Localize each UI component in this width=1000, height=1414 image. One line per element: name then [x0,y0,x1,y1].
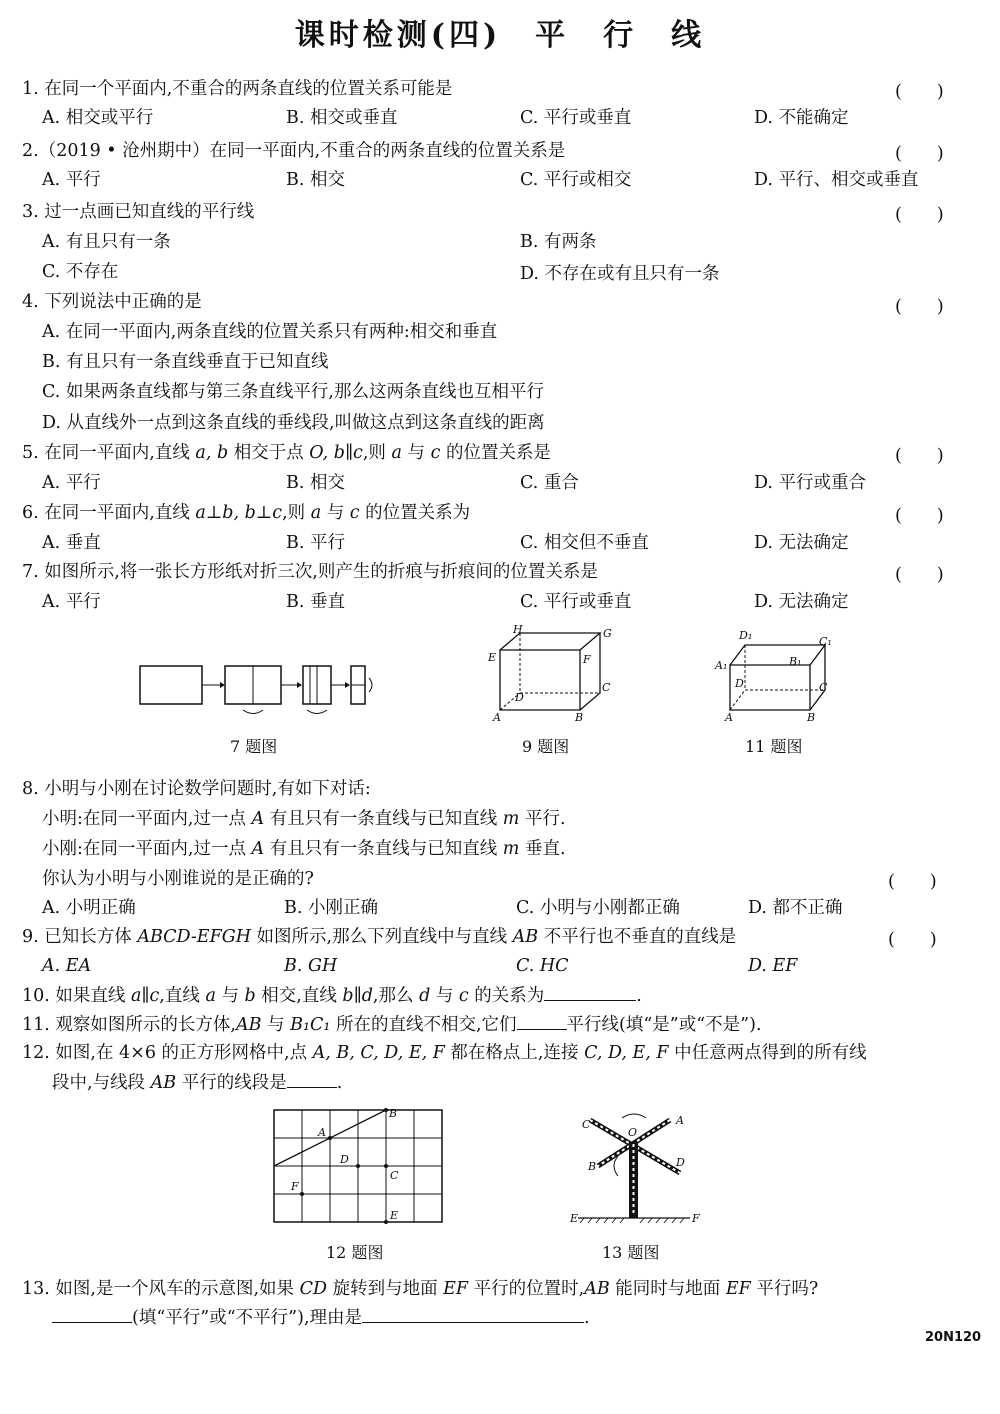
q8-dialogue-xiaogang: 小刚:在同一平面内,过一点 A 有且只有一条直线与已知直线 m 垂直. [42,839,566,859]
q13-answer-line: (填“平行”或“不平行”),理由是 . [52,1306,590,1329]
q4-option-a: A. 在同一平面内,两条直线的位置关系只有两种:相交和垂直 [42,322,498,342]
q4-answer-paren[interactable]: ( ) [895,297,944,317]
q1-option-b: B. 相交或垂直 [286,108,398,128]
fig12-label-a: A [318,1126,326,1139]
q12-stem-line2: 段中,与线段 AB 平行的线段是 . [52,1073,343,1093]
q3-option-c: C. 不存在 [42,262,119,282]
fig9-label-d: D [515,691,524,704]
fig9-label-h: H [513,623,523,636]
figure-11-cuboid [715,625,845,725]
figure-9-cuboid [485,625,615,725]
fig12-label-b: B [389,1107,398,1120]
q5-option-a: A. 平行 [42,473,101,493]
q3-answer-paren[interactable]: ( ) [895,205,944,225]
q11-stem: 11. 观察如图所示的长方体,AB 与 B₁C₁ 所在的直线不相交,它们 平行线(填“是”或“不是”). [22,1015,762,1035]
q4-stem: 4. 下列说法中正确的是 [22,292,202,312]
q4-option-d: D. 从直线外一点到这条直线的垂线段,叫做这点到这条直线的距离 [42,413,545,433]
q7-option-d: D. 无法确定 [754,592,849,612]
q5-option-d: D. 平行或重合 [754,473,867,493]
q8-option-b: B. 小刚正确 [284,898,378,918]
fig11-label-a: A [725,711,733,724]
page-title: 课时检测(四) 平 行 线 [294,18,706,53]
q7-option-c: C. 平行或垂直 [520,592,632,612]
fig11-label-d: D [735,677,744,690]
figure-12-grid [272,1108,452,1228]
q13-answer-blank[interactable] [52,1306,132,1323]
q8-option-d: D. 都不正确 [748,898,843,918]
q4-option-c: C. 如果两条直线都与第三条直线平行,那么这两条直线也互相平行 [42,382,544,402]
q3-option-d: D. 不存在或有且只有一条 [520,264,720,284]
fig12-label-f: F [291,1180,299,1193]
fig11-label-c: C [819,681,828,694]
q11-answer-blank[interactable] [517,1013,567,1030]
q5-option-c: C. 重合 [520,473,579,493]
q8-stem: 8. 小明与小刚在讨论数学问题时,有如下对话: [22,779,371,799]
q7-option-b: B. 垂直 [286,592,345,612]
q1-answer-paren[interactable]: ( ) [895,82,944,102]
q10-answer-blank[interactable] [544,984,636,1001]
fig13-label-a: A [676,1114,684,1127]
fig9-label-f: F [583,653,591,666]
q7-option-a: A. 平行 [42,592,101,612]
q6-stem: 6. 在同一平面内,直线 a⊥b, b⊥c,则 a 与 c 的位置关系为 [22,503,471,523]
q1-option-a: A. 相交或平行 [42,108,154,128]
q12-answer-blank[interactable] [287,1071,337,1088]
q2-option-c: C. 平行或相交 [520,170,632,190]
fig11-label-b: B [807,711,816,724]
figure-9-caption: 9 题图 [522,737,570,756]
fig9-label-e: E [488,651,497,664]
q9-stem: 9. 已知长方体 ABCD-EFGH 如图所示,那么下列直线中与直线 AB 不平行也不垂直的直线是 [22,927,737,947]
q4-option-b: B. 有且只有一条直线垂直于已知直线 [42,352,329,372]
q3-option-b: B. 有两条 [520,232,597,252]
q1-option-c: C. 平行或垂直 [520,108,632,128]
figure-12-caption: 12 题图 [326,1243,384,1262]
q9-answer-paren[interactable]: ( ) [888,930,937,950]
fig9-label-c: C [602,681,611,694]
fig13-label-f: F [692,1212,700,1225]
q12-stem-line1: 12. 如图,在 4×6 的正方形网格中,点 A, B, C, D, E, F 都在格点上,连接 C, D, E, F 中任意两点得到的所有线 [22,1043,867,1063]
fig9-label-g: G [603,627,612,640]
q8-question: 你认为小明与小刚谁说的是正确的? [42,869,314,889]
q7-stem: 7. 如图所示,将一张长方形纸对折三次,则产生的折痕与折痕间的位置关系是 [22,562,598,582]
q8-option-a: A. 小明正确 [42,898,136,918]
figure-13-windmill [570,1108,710,1228]
q6-option-b: B. 平行 [286,533,345,553]
q1-option-d: D. 不能确定 [754,108,849,128]
fig12-label-e: E [390,1209,399,1222]
q5-answer-paren[interactable]: ( ) [895,446,944,466]
q8-dialogue-xiaoming: 小明:在同一平面内,过一点 A 有且只有一条直线与已知直线 m 平行. [42,809,566,829]
q2-stem: 2.（2019 • 沧州期中）在同一平面内,不重合的两条直线的位置关系是 [22,141,566,161]
q6-answer-paren[interactable]: ( ) [895,506,944,526]
q1-stem: 1. 在同一个平面内,不重合的两条直线的位置关系可能是 [22,79,453,99]
fig12-label-c: C [390,1169,399,1182]
q13-stem: 13. 如图,是一个风车的示意图,如果 CD 旋转到与地面 EF 平行的位置时,AB 能同时与地面 EF 平行吗? [22,1279,819,1299]
q2-option-b: B. 相交 [286,170,345,190]
fig13-label-o: O [628,1126,638,1139]
q3-stem: 3. 过一点画已知直线的平行线 [22,202,255,222]
q6-option-d: D. 无法确定 [754,533,849,553]
figure-13-caption: 13 题图 [602,1243,660,1262]
fig11-label-a1: A₁ [715,659,728,672]
fig13-label-e: E [570,1212,579,1225]
q8-option-c: C. 小明与小刚都正确 [516,898,680,918]
fig9-label-b: B [575,711,584,724]
q2-answer-paren[interactable]: ( ) [895,144,944,164]
figure-11-caption: 11 题图 [745,737,803,756]
q10-stem: 10. 如果直线 a∥c,直线 a 与 b 相交,直线 b∥d,那么 d 与 c 的关系为 . [22,986,642,1006]
q5-stem: 5. 在同一平面内,直线 a, b 相交于点 O, b∥c,则 a 与 c 的位置关系是 [22,443,551,463]
q5-option-b: B. 相交 [286,473,345,493]
q9-option-b: B. GH [284,956,338,976]
q7-answer-paren[interactable]: ( ) [895,565,944,585]
fig11-label-c1: C₁ [819,635,832,648]
q13-reason-blank[interactable] [362,1306,584,1323]
fig13-label-d: D [676,1156,685,1169]
fig13-label-b: B [588,1160,597,1173]
figure-7-paper-folding [135,660,395,720]
q6-option-a: A. 垂直 [42,533,101,553]
figure-7-caption: 7 题图 [230,737,278,756]
fig12-label-d: D [340,1153,349,1166]
q6-option-c: C. 相交但不垂直 [520,533,649,553]
q9-option-c: C. HC [516,956,569,976]
q9-option-d: D. EF [748,956,798,976]
q2-option-a: A. 平行 [42,170,101,190]
fig13-label-c: C [582,1118,591,1131]
footer-code: 20N120 [925,1330,982,1345]
q8-answer-paren[interactable]: ( ) [888,872,937,892]
fig9-label-a: A [493,711,501,724]
q2-option-d: D. 平行、相交或垂直 [754,170,919,190]
fig11-label-d1: D₁ [739,629,753,642]
q9-option-a: A. EA [42,956,92,976]
q3-option-a: A. 有且只有一条 [42,232,171,252]
fig11-label-b1: B₁ [789,655,802,668]
